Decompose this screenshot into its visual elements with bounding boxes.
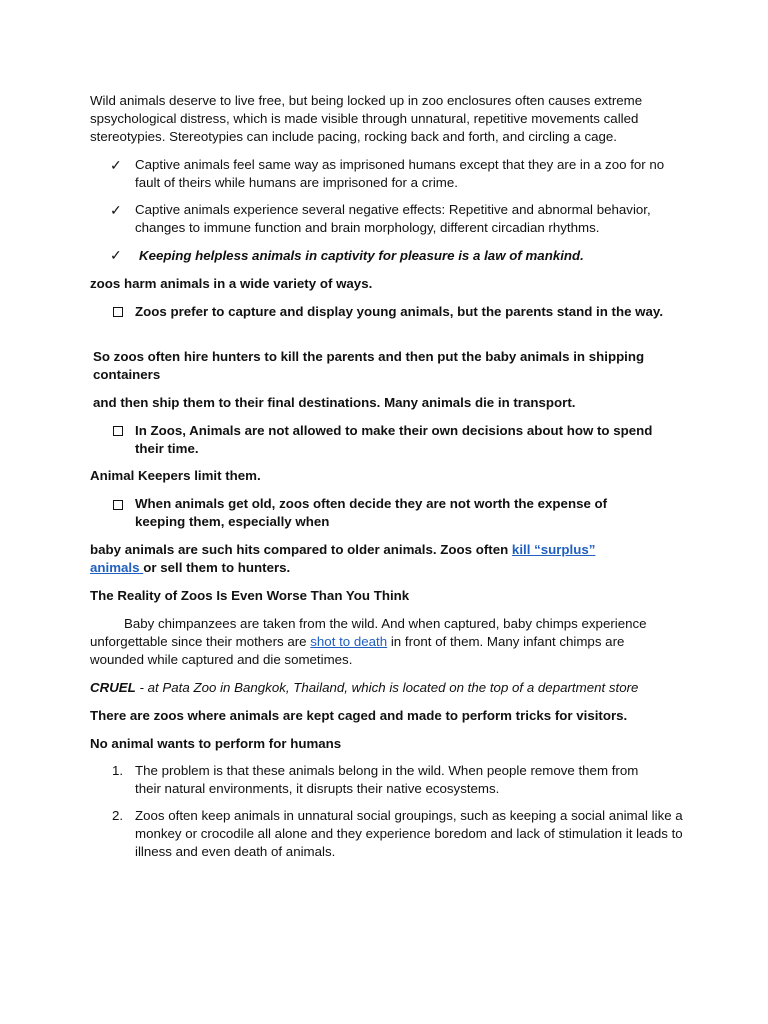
chimps-text: Baby chimpanzees are taken from the wild. And when captured, baby chimps experience unforgettable since their mothers are [90, 616, 647, 649]
checkbox-icon [113, 423, 133, 441]
check-item-1: Captive animals feel same way as imprisoned humans except that they are in a zoo for no fault of theirs while humans are imprisoned for a crime. [135, 157, 665, 190]
box-item-2: In Zoos, Animals are not allowed to make their own decisions about how to spend their time. [135, 423, 653, 456]
kill-surplus-link[interactable]: kill “surplus” [511, 542, 596, 557]
tricks-line: There are zoos where animals are kept caged and made to perform tricks for visitors. [90, 708, 628, 723]
cruel-text: - at Pata Zoo in Bangkok, Thailand, which is located on the top of a department store [135, 680, 639, 695]
checkmark-icon: ✓ [110, 247, 122, 263]
ship-line: and then ship them to their final destinations. Many animals die in transport. [93, 395, 576, 410]
chimps-text-end: in front of them. Many infant chimps are wounded while captured and die sometimes. [90, 634, 625, 667]
numbered-item-1: The problem is that these animals belong in the wild. When people remove them from their natural environments, it disrupts their native ecosystems. [135, 763, 639, 796]
baby-line-end: or sell them to hunters. [143, 560, 291, 575]
reality-heading: The Reality of Zoos Is Even Worse Than You Think [90, 588, 410, 603]
numbered-item-2: Zoos often keep animals in unnatural social groupings, such as keeping a social animal like a monkey or crocodile all alone and they experience boredom and lack of stimulation it leads to illness and even death of animals. [135, 808, 683, 859]
shot-to-death-link[interactable]: shot to death [310, 634, 388, 649]
baby-animals-line [90, 541, 690, 577]
list-number: 2. [112, 808, 124, 823]
hunters-line: So zoos often hire hunters to kill the parents and then put the baby animals in shipping containers [93, 349, 645, 382]
cruel-line [90, 679, 690, 697]
checkmark-icon: ✓ [110, 202, 122, 218]
checkbox-icon [113, 497, 133, 515]
checkbox-icon [113, 304, 133, 322]
chimps-paragraph [90, 615, 680, 669]
box-item-1: Zoos prefer to capture and display young animals, but the parents stand in the way. [135, 304, 664, 319]
perform-line: No animal wants to perform for humans [90, 736, 342, 751]
check-item-3: Keeping helpless animals in captivity for pleasure is a law of mankind. [139, 248, 584, 263]
checkmark-icon: ✓ [110, 157, 122, 173]
box-item-3: When animals get old, zoos often decide they are not worth the expense of keeping them, especially when [135, 496, 608, 529]
list-number: 1. [112, 763, 124, 778]
baby-line-text: baby animals are such hits compared to older animals. Zoos often [90, 542, 512, 557]
harm-heading: zoos harm animals in a wide variety of ways. [90, 276, 373, 291]
kill-surplus-link-continued[interactable]: animals [90, 560, 144, 575]
cruel-label: CRUEL [90, 680, 136, 695]
keepers-line: Animal Keepers limit them. [90, 468, 261, 483]
intro-paragraph: Wild animals deserve to live free, but being locked up in zoo enclosures often causes extreme spsychological distress, which is made visible through unnatural, repetitive movements called stereotypies. Stereotypies can include pacing, rocking back and forth, and circling a cage. [90, 93, 643, 144]
check-item-2: Captive animals experience several negative effects: Repetitive and abnormal behavior, changes to immune function and brain morphology, different circadian rhythms. [135, 202, 651, 235]
